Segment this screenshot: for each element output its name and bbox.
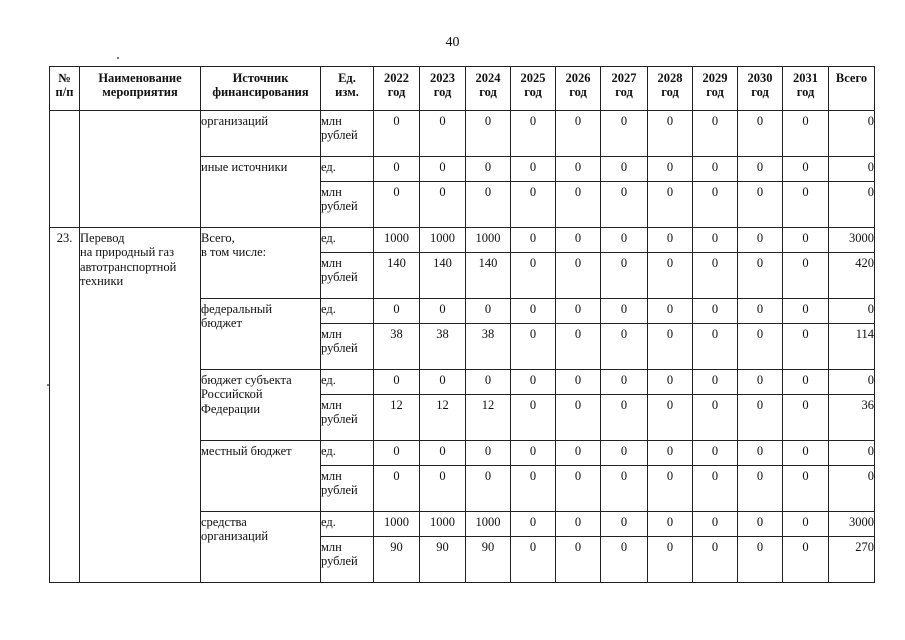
value-cell: 0 bbox=[601, 253, 648, 299]
value-cell: 0 bbox=[374, 299, 420, 324]
value-cell: 1000 bbox=[374, 228, 420, 253]
value-cell: 0 bbox=[420, 370, 466, 395]
value-cell: 0 bbox=[556, 299, 601, 324]
value-cell: 0 bbox=[693, 324, 738, 370]
value-cell: 0 bbox=[374, 466, 420, 512]
unit-cell: млн рублей bbox=[321, 395, 374, 441]
total-cell: 3000 bbox=[829, 228, 875, 253]
value-cell: 0 bbox=[466, 441, 511, 466]
unit-cell: ед. bbox=[321, 157, 374, 182]
value-cell: 0 bbox=[466, 466, 511, 512]
value-cell: 0 bbox=[511, 228, 556, 253]
value-cell: 0 bbox=[511, 441, 556, 466]
total-cell: 0 bbox=[829, 466, 875, 512]
value-cell: 1000 bbox=[374, 512, 420, 537]
total-cell: 0 bbox=[829, 299, 875, 324]
col-header-year: 2027 год bbox=[601, 67, 648, 111]
value-cell: 0 bbox=[738, 370, 783, 395]
value-cell: 0 bbox=[374, 441, 420, 466]
value-cell: 0 bbox=[511, 466, 556, 512]
financing-table bbox=[49, 66, 875, 583]
col-header-year: 2029 год bbox=[693, 67, 738, 111]
unit-cell: ед. bbox=[321, 512, 374, 537]
col-header-year: 2030 год bbox=[738, 67, 783, 111]
value-cell: 0 bbox=[648, 182, 693, 228]
value-cell: 0 bbox=[783, 512, 829, 537]
value-cell: 0 bbox=[693, 228, 738, 253]
value-cell: 0 bbox=[511, 395, 556, 441]
value-cell: 0 bbox=[601, 441, 648, 466]
source-cell: иные источники bbox=[201, 157, 321, 228]
value-cell: 0 bbox=[693, 537, 738, 583]
value-cell: 0 bbox=[693, 395, 738, 441]
col-header-year: 2024 год bbox=[466, 67, 511, 111]
source-cell: федеральный бюджет bbox=[201, 299, 321, 370]
value-cell: 0 bbox=[783, 370, 829, 395]
value-cell: 0 bbox=[420, 182, 466, 228]
value-cell: 0 bbox=[511, 111, 556, 157]
value-cell: 0 bbox=[374, 111, 420, 157]
value-cell: 0 bbox=[738, 537, 783, 583]
value-cell: 0 bbox=[601, 228, 648, 253]
source-cell: бюджет субъекта Российской Федерации bbox=[201, 370, 321, 441]
value-cell: 0 bbox=[783, 395, 829, 441]
value-cell: 0 bbox=[420, 466, 466, 512]
value-cell: 0 bbox=[738, 182, 783, 228]
value-cell: 0 bbox=[693, 182, 738, 228]
value-cell: 0 bbox=[556, 441, 601, 466]
value-cell: 0 bbox=[693, 157, 738, 182]
value-cell: 0 bbox=[738, 228, 783, 253]
value-cell: 0 bbox=[511, 157, 556, 182]
value-cell: 0 bbox=[783, 441, 829, 466]
value-cell: 1000 bbox=[420, 228, 466, 253]
unit-cell: ед. bbox=[321, 441, 374, 466]
scan-speck bbox=[117, 57, 119, 59]
value-cell: 1000 bbox=[420, 512, 466, 537]
value-cell: 0 bbox=[693, 466, 738, 512]
col-header-year: 2023 год bbox=[420, 67, 466, 111]
value-cell: 12 bbox=[420, 395, 466, 441]
unit-cell: млн рублей bbox=[321, 111, 374, 157]
value-cell: 0 bbox=[738, 512, 783, 537]
total-cell: 420 bbox=[829, 253, 875, 299]
col-header-activity: Наименование мероприятия bbox=[80, 67, 201, 111]
unit-cell: млн рублей bbox=[321, 466, 374, 512]
total-cell: 0 bbox=[829, 370, 875, 395]
col-header-number: № п/п bbox=[50, 67, 80, 111]
value-cell: 1000 bbox=[466, 512, 511, 537]
value-cell: 0 bbox=[783, 111, 829, 157]
value-cell: 0 bbox=[783, 228, 829, 253]
value-cell: 0 bbox=[648, 370, 693, 395]
row-number-cell bbox=[50, 111, 80, 228]
value-cell: 0 bbox=[556, 182, 601, 228]
value-cell: 0 bbox=[601, 111, 648, 157]
value-cell: 0 bbox=[783, 466, 829, 512]
value-cell: 0 bbox=[648, 466, 693, 512]
unit-cell: млн рублей bbox=[321, 253, 374, 299]
col-header-source: Источник финансирования bbox=[201, 67, 321, 111]
value-cell: 0 bbox=[738, 157, 783, 182]
value-cell: 0 bbox=[783, 324, 829, 370]
value-cell: 90 bbox=[374, 537, 420, 583]
value-cell: 0 bbox=[466, 111, 511, 157]
value-cell: 0 bbox=[511, 182, 556, 228]
table-row bbox=[50, 228, 875, 253]
value-cell: 0 bbox=[693, 299, 738, 324]
col-header-year: 2025 год bbox=[511, 67, 556, 111]
value-cell: 0 bbox=[648, 253, 693, 299]
col-header-year: 2022 год bbox=[374, 67, 420, 111]
value-cell: 0 bbox=[601, 537, 648, 583]
unit-cell: ед. bbox=[321, 299, 374, 324]
value-cell: 0 bbox=[374, 182, 420, 228]
value-cell: 0 bbox=[738, 441, 783, 466]
value-cell: 0 bbox=[556, 466, 601, 512]
value-cell: 0 bbox=[420, 157, 466, 182]
value-cell: 140 bbox=[466, 253, 511, 299]
value-cell: 0 bbox=[556, 157, 601, 182]
unit-cell: млн рублей bbox=[321, 537, 374, 583]
source-cell: Всего, в том числе: bbox=[201, 228, 321, 299]
total-cell: 0 bbox=[829, 111, 875, 157]
value-cell: 0 bbox=[783, 157, 829, 182]
value-cell: 0 bbox=[466, 182, 511, 228]
value-cell: 0 bbox=[556, 111, 601, 157]
value-cell: 12 bbox=[374, 395, 420, 441]
value-cell: 0 bbox=[783, 253, 829, 299]
value-cell: 12 bbox=[466, 395, 511, 441]
value-cell: 0 bbox=[466, 370, 511, 395]
value-cell: 140 bbox=[420, 253, 466, 299]
total-cell: 0 bbox=[829, 441, 875, 466]
unit-cell: млн рублей bbox=[321, 324, 374, 370]
value-cell: 0 bbox=[601, 370, 648, 395]
value-cell: 0 bbox=[648, 228, 693, 253]
value-cell: 0 bbox=[556, 370, 601, 395]
col-header-unit: Ед. изм. bbox=[321, 67, 374, 111]
value-cell: 0 bbox=[511, 537, 556, 583]
unit-cell: ед. bbox=[321, 228, 374, 253]
value-cell: 0 bbox=[738, 395, 783, 441]
value-cell: 0 bbox=[556, 253, 601, 299]
value-cell: 0 bbox=[738, 324, 783, 370]
value-cell: 0 bbox=[693, 253, 738, 299]
value-cell: 0 bbox=[511, 370, 556, 395]
value-cell: 0 bbox=[783, 299, 829, 324]
value-cell: 0 bbox=[556, 228, 601, 253]
value-cell: 140 bbox=[374, 253, 420, 299]
value-cell: 0 bbox=[374, 157, 420, 182]
value-cell: 0 bbox=[601, 512, 648, 537]
unit-cell: млн рублей bbox=[321, 182, 374, 228]
value-cell: 90 bbox=[420, 537, 466, 583]
source-cell: средства организаций bbox=[201, 512, 321, 583]
col-header-total: Всего bbox=[829, 67, 875, 111]
value-cell: 0 bbox=[738, 111, 783, 157]
total-cell: 0 bbox=[829, 182, 875, 228]
total-cell: 0 bbox=[829, 157, 875, 182]
header-row bbox=[50, 67, 875, 111]
value-cell: 0 bbox=[601, 182, 648, 228]
value-cell: 0 bbox=[648, 299, 693, 324]
value-cell: 1000 bbox=[466, 228, 511, 253]
value-cell: 0 bbox=[648, 537, 693, 583]
value-cell: 0 bbox=[511, 512, 556, 537]
value-cell: 0 bbox=[783, 537, 829, 583]
value-cell: 90 bbox=[466, 537, 511, 583]
value-cell: 0 bbox=[556, 395, 601, 441]
value-cell: 0 bbox=[693, 111, 738, 157]
activity-cell bbox=[80, 111, 201, 228]
value-cell: 0 bbox=[738, 253, 783, 299]
value-cell: 0 bbox=[783, 182, 829, 228]
row-number-cell: 23. bbox=[50, 228, 80, 583]
value-cell: 0 bbox=[601, 157, 648, 182]
value-cell: 0 bbox=[738, 299, 783, 324]
value-cell: 0 bbox=[556, 324, 601, 370]
value-cell: 0 bbox=[511, 253, 556, 299]
activity-cell: Перевод на природный газ автотранспортной техники bbox=[80, 228, 201, 583]
value-cell: 38 bbox=[374, 324, 420, 370]
source-cell: организаций bbox=[201, 111, 321, 157]
value-cell: 0 bbox=[466, 299, 511, 324]
value-cell: 0 bbox=[693, 370, 738, 395]
value-cell: 0 bbox=[648, 157, 693, 182]
value-cell: 0 bbox=[420, 441, 466, 466]
value-cell: 0 bbox=[374, 370, 420, 395]
value-cell: 38 bbox=[420, 324, 466, 370]
total-cell: 3000 bbox=[829, 512, 875, 537]
value-cell: 38 bbox=[466, 324, 511, 370]
total-cell: 114 bbox=[829, 324, 875, 370]
value-cell: 0 bbox=[601, 324, 648, 370]
value-cell: 0 bbox=[648, 395, 693, 441]
value-cell: 0 bbox=[601, 299, 648, 324]
value-cell: 0 bbox=[556, 537, 601, 583]
unit-cell: ед. bbox=[321, 370, 374, 395]
value-cell: 0 bbox=[511, 324, 556, 370]
col-header-year: 2031 год bbox=[783, 67, 829, 111]
value-cell: 0 bbox=[648, 441, 693, 466]
value-cell: 0 bbox=[648, 111, 693, 157]
total-cell: 270 bbox=[829, 537, 875, 583]
value-cell: 0 bbox=[648, 324, 693, 370]
value-cell: 0 bbox=[693, 441, 738, 466]
value-cell: 0 bbox=[556, 512, 601, 537]
value-cell: 0 bbox=[738, 466, 783, 512]
total-cell: 36 bbox=[829, 395, 875, 441]
table-row bbox=[50, 111, 875, 157]
col-header-year: 2026 год bbox=[556, 67, 601, 111]
page-number: 40 bbox=[445, 35, 460, 50]
value-cell: 0 bbox=[511, 299, 556, 324]
value-cell: 0 bbox=[648, 512, 693, 537]
value-cell: 0 bbox=[601, 466, 648, 512]
source-cell: местный бюджет bbox=[201, 441, 321, 512]
value-cell: 0 bbox=[420, 299, 466, 324]
value-cell: 0 bbox=[466, 157, 511, 182]
col-header-year: 2028 год bbox=[648, 67, 693, 111]
value-cell: 0 bbox=[693, 512, 738, 537]
value-cell: 0 bbox=[601, 395, 648, 441]
value-cell: 0 bbox=[420, 111, 466, 157]
